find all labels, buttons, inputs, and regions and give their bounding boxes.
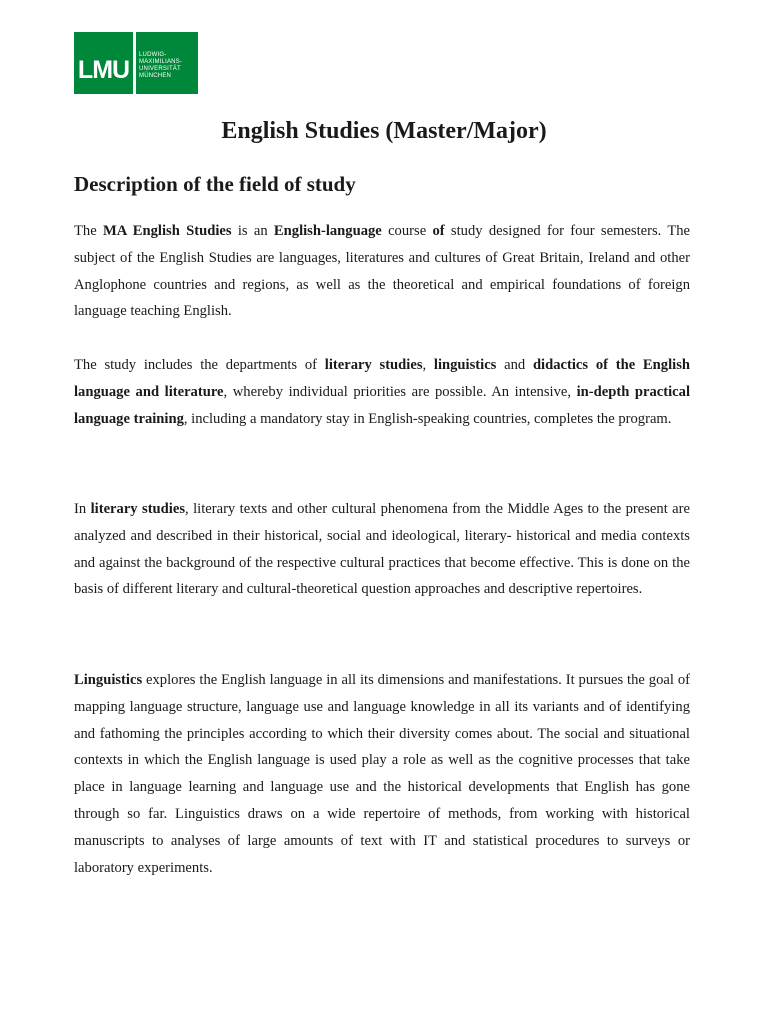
text-run: ,	[422, 357, 434, 373]
bold-term: MA English Studies	[102, 223, 232, 239]
text-run: , literary texts and other cultural phenomena from the Middle Ages to the present are analyzed and described in their historical, social and ideological, literary- historical and media contexts and against the background of the respective cultural practices that become effective. This is done on the basis of different literary and cultural-theoretical question approaches and descriptive repertoires.	[74, 501, 690, 598]
bold-term: of	[432, 223, 445, 239]
bold-term: in-depth practical language training	[74, 383, 690, 427]
text-run: is an	[231, 223, 274, 239]
lmu-logo-mark: LMU	[74, 32, 133, 94]
text-run: In	[74, 501, 91, 517]
bold-term: literary studies	[324, 357, 423, 373]
paragraph-departments	[74, 352, 690, 432]
bold-term: didactics of the English language and literature	[74, 357, 690, 400]
lmu-logo-wordmark: LUDWIG- MAXIMILIANS- UNIVERSITÄT MÜNCHEN	[136, 32, 198, 94]
text-run: course	[381, 223, 433, 239]
text-run: , including a mandatory stay in English-speaking countries, completes the program.	[183, 410, 672, 427]
text-run: explores the English language in all its dimensions and manifestations. It pursues the goal of mapping language structure, language use and language knowledge in all its variants and of identifying and fathoming the principles according to which their diversity comes about. The social and situational contexts in which the English language is used play a role as well as the cognitive processes that take place in language learning and language use and the historical developments that English has gone through so far. Linguistics draws on a wide repertoire of methods, from working with historical manuscripts to analyses of large amounts of text with IT and statistical procedures to surveys or laboratory experiments.	[74, 672, 690, 876]
bold-term: literary studies	[90, 501, 186, 517]
text-run: The	[74, 223, 103, 239]
bold-term: English-language	[273, 223, 382, 239]
paragraph-linguistics	[74, 667, 690, 881]
bold-term: linguistics	[433, 357, 497, 373]
text-run: study designed for four semesters. The subject of the English Studies are languages, literatures and cultures of Great Britain, Ireland and other Anglophone countries and regions, as well as the theoretical and empirical foundations of foreign language teaching English.	[74, 223, 691, 320]
paragraph-ma-overview	[74, 218, 690, 325]
bold-term: Linguistics	[74, 672, 143, 688]
paragraph-literary-studies	[74, 496, 690, 603]
section-title: Description of the field of study	[74, 172, 356, 196]
lmu-logo	[74, 32, 198, 94]
text-run: The study includes the departments of	[74, 357, 325, 373]
text-run: and	[496, 357, 533, 373]
text-run: , whereby individual priorities are possible. An intensive,	[223, 383, 577, 400]
document-title: English Studies (Master/Major)	[221, 118, 547, 144]
